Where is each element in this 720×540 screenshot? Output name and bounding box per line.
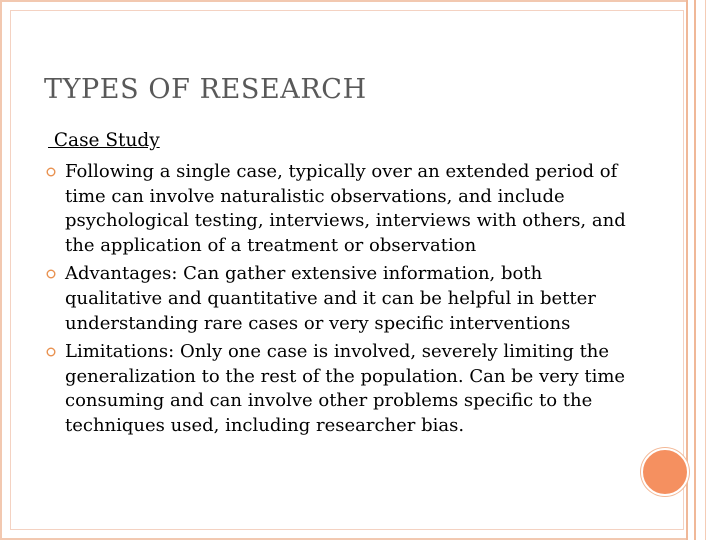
circle-bullet-icon [46, 269, 56, 279]
bullet-text: Following a single case, typically over an extended period of time can involve naturalistic observations, and include psychological testing, interviews, interviews with others, and the application of a treatment or observation [65, 161, 626, 256]
decorative-circle [641, 448, 689, 496]
frame-top-line [0, 0, 720, 2]
right-decorative-line [686, 0, 688, 540]
circle-bullet-icon [46, 167, 56, 177]
right-decorative-line [705, 0, 706, 540]
bullet-item [44, 340, 634, 438]
slide-subtitle: Case Study [48, 130, 160, 151]
bullet-item [44, 262, 634, 336]
slide-title: TYPES OF RESEARCH [44, 74, 367, 105]
right-decorative-line [694, 0, 696, 540]
bullet-text: Advantages: Can gather extensive information, both qualitative and quantitative and it can be helpful in better understanding rare cases or very specific interventions [65, 263, 596, 334]
right-decorative-band [686, 0, 720, 540]
frame-left-line [0, 0, 2, 540]
bullet-item [44, 160, 634, 258]
bullet-text: Limitations: Only one case is involved, severely limiting the generalization to the rest of the population. Can be very time consuming and can involve other problems specific to the techniques used, including researcher bias. [65, 341, 626, 436]
bullet-list [44, 160, 634, 443]
circle-bullet-icon [46, 347, 56, 357]
